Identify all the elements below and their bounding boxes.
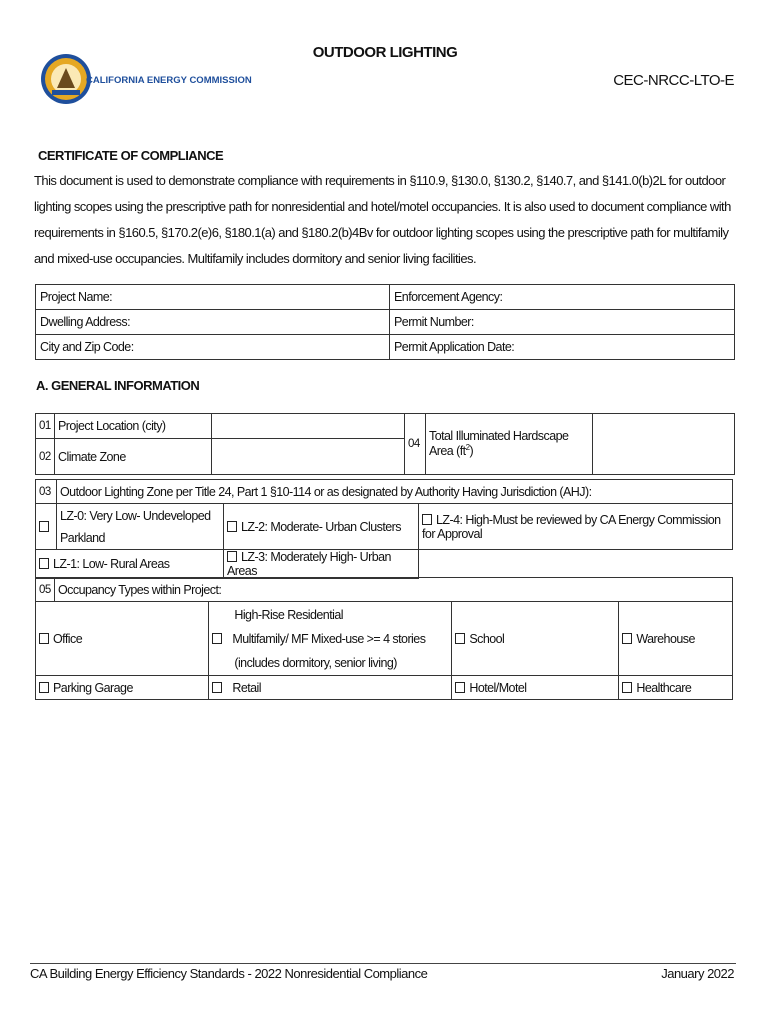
warehouse-label: Warehouse bbox=[636, 631, 695, 646]
parking-option[interactable] bbox=[36, 676, 209, 700]
lz3-checkbox[interactable] bbox=[227, 551, 237, 562]
project-name-field[interactable] bbox=[36, 285, 390, 310]
lz1-checkbox[interactable] bbox=[39, 558, 49, 569]
row-01-number: 01 bbox=[36, 414, 55, 439]
project-name-label: Project Name: bbox=[40, 290, 113, 304]
document-title: OUTDOOR LIGHTING bbox=[312, 44, 458, 61]
permit-number-label: Permit Number: bbox=[394, 315, 474, 329]
highrise-line1: High-Rise Residential bbox=[234, 607, 343, 622]
hardscape-area-label bbox=[426, 414, 593, 475]
lz2-checkbox[interactable] bbox=[227, 521, 237, 532]
row-03-number: 03 bbox=[36, 480, 57, 504]
warehouse-option[interactable] bbox=[619, 602, 733, 676]
hotel-label: Hotel/Motel bbox=[469, 680, 527, 695]
lz0-label bbox=[57, 504, 224, 550]
healthcare-label: Healthcare bbox=[636, 680, 692, 695]
climate-zone-label: Climate Zone bbox=[55, 439, 212, 475]
highrise-line2: Multifamily/ MF Mixed-use >= 4 stories bbox=[232, 631, 426, 646]
parking-label: Parking Garage bbox=[53, 680, 133, 695]
lz-empty-cell bbox=[419, 550, 733, 579]
lz0-label-line2: Parkland bbox=[60, 530, 105, 545]
logo-text: CALIFORNIA ENERGY COMMISSION bbox=[86, 75, 252, 86]
enforcement-agency-field[interactable] bbox=[390, 285, 735, 310]
city-zip-field[interactable] bbox=[36, 335, 390, 360]
dwelling-address-label: Dwelling Address: bbox=[40, 315, 131, 329]
lighting-zone-table bbox=[35, 479, 733, 579]
retail-checkbox[interactable] bbox=[212, 682, 222, 693]
climate-zone-input[interactable] bbox=[212, 439, 405, 475]
form-code: CEC-NRCC-LTO-E bbox=[613, 72, 734, 89]
lz3-label: LZ-3: Moderately High- Urban Areas bbox=[227, 550, 391, 578]
enforcement-agency-label: Enforcement Agency: bbox=[394, 290, 503, 304]
permit-application-date-field[interactable] bbox=[390, 335, 735, 360]
school-label: School bbox=[469, 631, 505, 646]
permit-application-date-label: Permit Application Date: bbox=[394, 340, 515, 354]
hardscape-area-input[interactable] bbox=[593, 414, 735, 475]
lz4-label: LZ-4: High-Must be reviewed by CA Energy Commission for Approval bbox=[422, 512, 721, 541]
lz0-checkbox[interactable] bbox=[39, 521, 49, 532]
lz4-option[interactable] bbox=[419, 504, 733, 550]
general-info-table-top bbox=[35, 413, 735, 475]
healthcare-checkbox[interactable] bbox=[622, 682, 632, 693]
row-02-number: 02 bbox=[36, 439, 55, 475]
school-option[interactable] bbox=[452, 602, 619, 676]
lighting-zone-label: Outdoor Lighting Zone per Title 24, Part 1 §10-114 or as designated by Authority Having Jurisdiction (AHJ): bbox=[57, 480, 733, 504]
highrise-option[interactable] bbox=[209, 602, 452, 676]
footer-date: January 2022 bbox=[661, 966, 734, 981]
healthcare-option[interactable] bbox=[619, 676, 733, 700]
retail-option[interactable] bbox=[209, 676, 452, 700]
project-info-table bbox=[35, 284, 735, 360]
lz0-checkbox-cell[interactable] bbox=[36, 504, 57, 550]
dwelling-address-field[interactable] bbox=[36, 310, 390, 335]
lz4-checkbox[interactable] bbox=[422, 514, 432, 525]
project-location-input[interactable] bbox=[212, 414, 405, 439]
hardscape-area-close: ) bbox=[469, 444, 474, 459]
hotel-option[interactable] bbox=[452, 676, 619, 700]
lz0-label-line1: LZ-0: Very Low- Undeveloped bbox=[60, 508, 211, 523]
office-label: Office bbox=[53, 631, 83, 646]
lz1-label: LZ-1: Low- Rural Areas bbox=[53, 557, 170, 571]
office-checkbox[interactable] bbox=[39, 633, 49, 644]
lz3-option[interactable] bbox=[224, 550, 419, 579]
certificate-heading: CERTIFICATE OF COMPLIANCE bbox=[38, 148, 224, 163]
parking-checkbox[interactable] bbox=[39, 682, 49, 693]
lz2-label: LZ-2: Moderate- Urban Clusters bbox=[241, 519, 401, 534]
row-05-number: 05 bbox=[36, 578, 55, 602]
certificate-description: This document is used to demonstrate compliance with requirements in §110.9, §130.0, §130.2, §140.7, and §141.0(b)2L for outdoor lighting scopes using the prescriptive path for nonresidential and hotel/motel occupancies. It is also used to document compliance with requirements in §160.5, §170.2(e)6, §180.1(a) and §180.2(b)4Bv for outdoor lighting scopes using the prescriptive path for multifamily and mixed-use occupancies. Multifamily includes dormitory and senior living facilities. bbox=[34, 173, 731, 266]
hotel-checkbox[interactable] bbox=[455, 682, 465, 693]
highrise-line3: (includes dormitory, senior living) bbox=[234, 655, 397, 670]
occupancy-types-label: Occupancy Types within Project: bbox=[55, 578, 733, 602]
hardscape-area-sup: 2 bbox=[465, 443, 470, 453]
retail-label: Retail bbox=[232, 680, 262, 695]
school-checkbox[interactable] bbox=[455, 633, 465, 644]
city-zip-label: City and Zip Code: bbox=[40, 340, 134, 354]
lz2-option[interactable] bbox=[224, 504, 419, 550]
warehouse-checkbox[interactable] bbox=[622, 633, 632, 644]
occupancy-table bbox=[35, 577, 733, 700]
footer-divider bbox=[30, 963, 736, 964]
project-location-label: Project Location (city) bbox=[55, 414, 212, 439]
section-a-heading: A. GENERAL INFORMATION bbox=[36, 378, 200, 393]
highrise-checkbox[interactable] bbox=[212, 633, 222, 644]
office-option[interactable] bbox=[36, 602, 209, 676]
permit-number-field[interactable] bbox=[390, 310, 735, 335]
hardscape-area-text: Total Illuminated Hardscape Area (ft bbox=[429, 429, 569, 459]
row-04-number: 04 bbox=[405, 414, 426, 475]
lz1-option[interactable] bbox=[36, 550, 224, 579]
footer-standards-text: CA Building Energy Efficiency Standards - 2022 Nonresidential Compliance bbox=[30, 966, 428, 981]
